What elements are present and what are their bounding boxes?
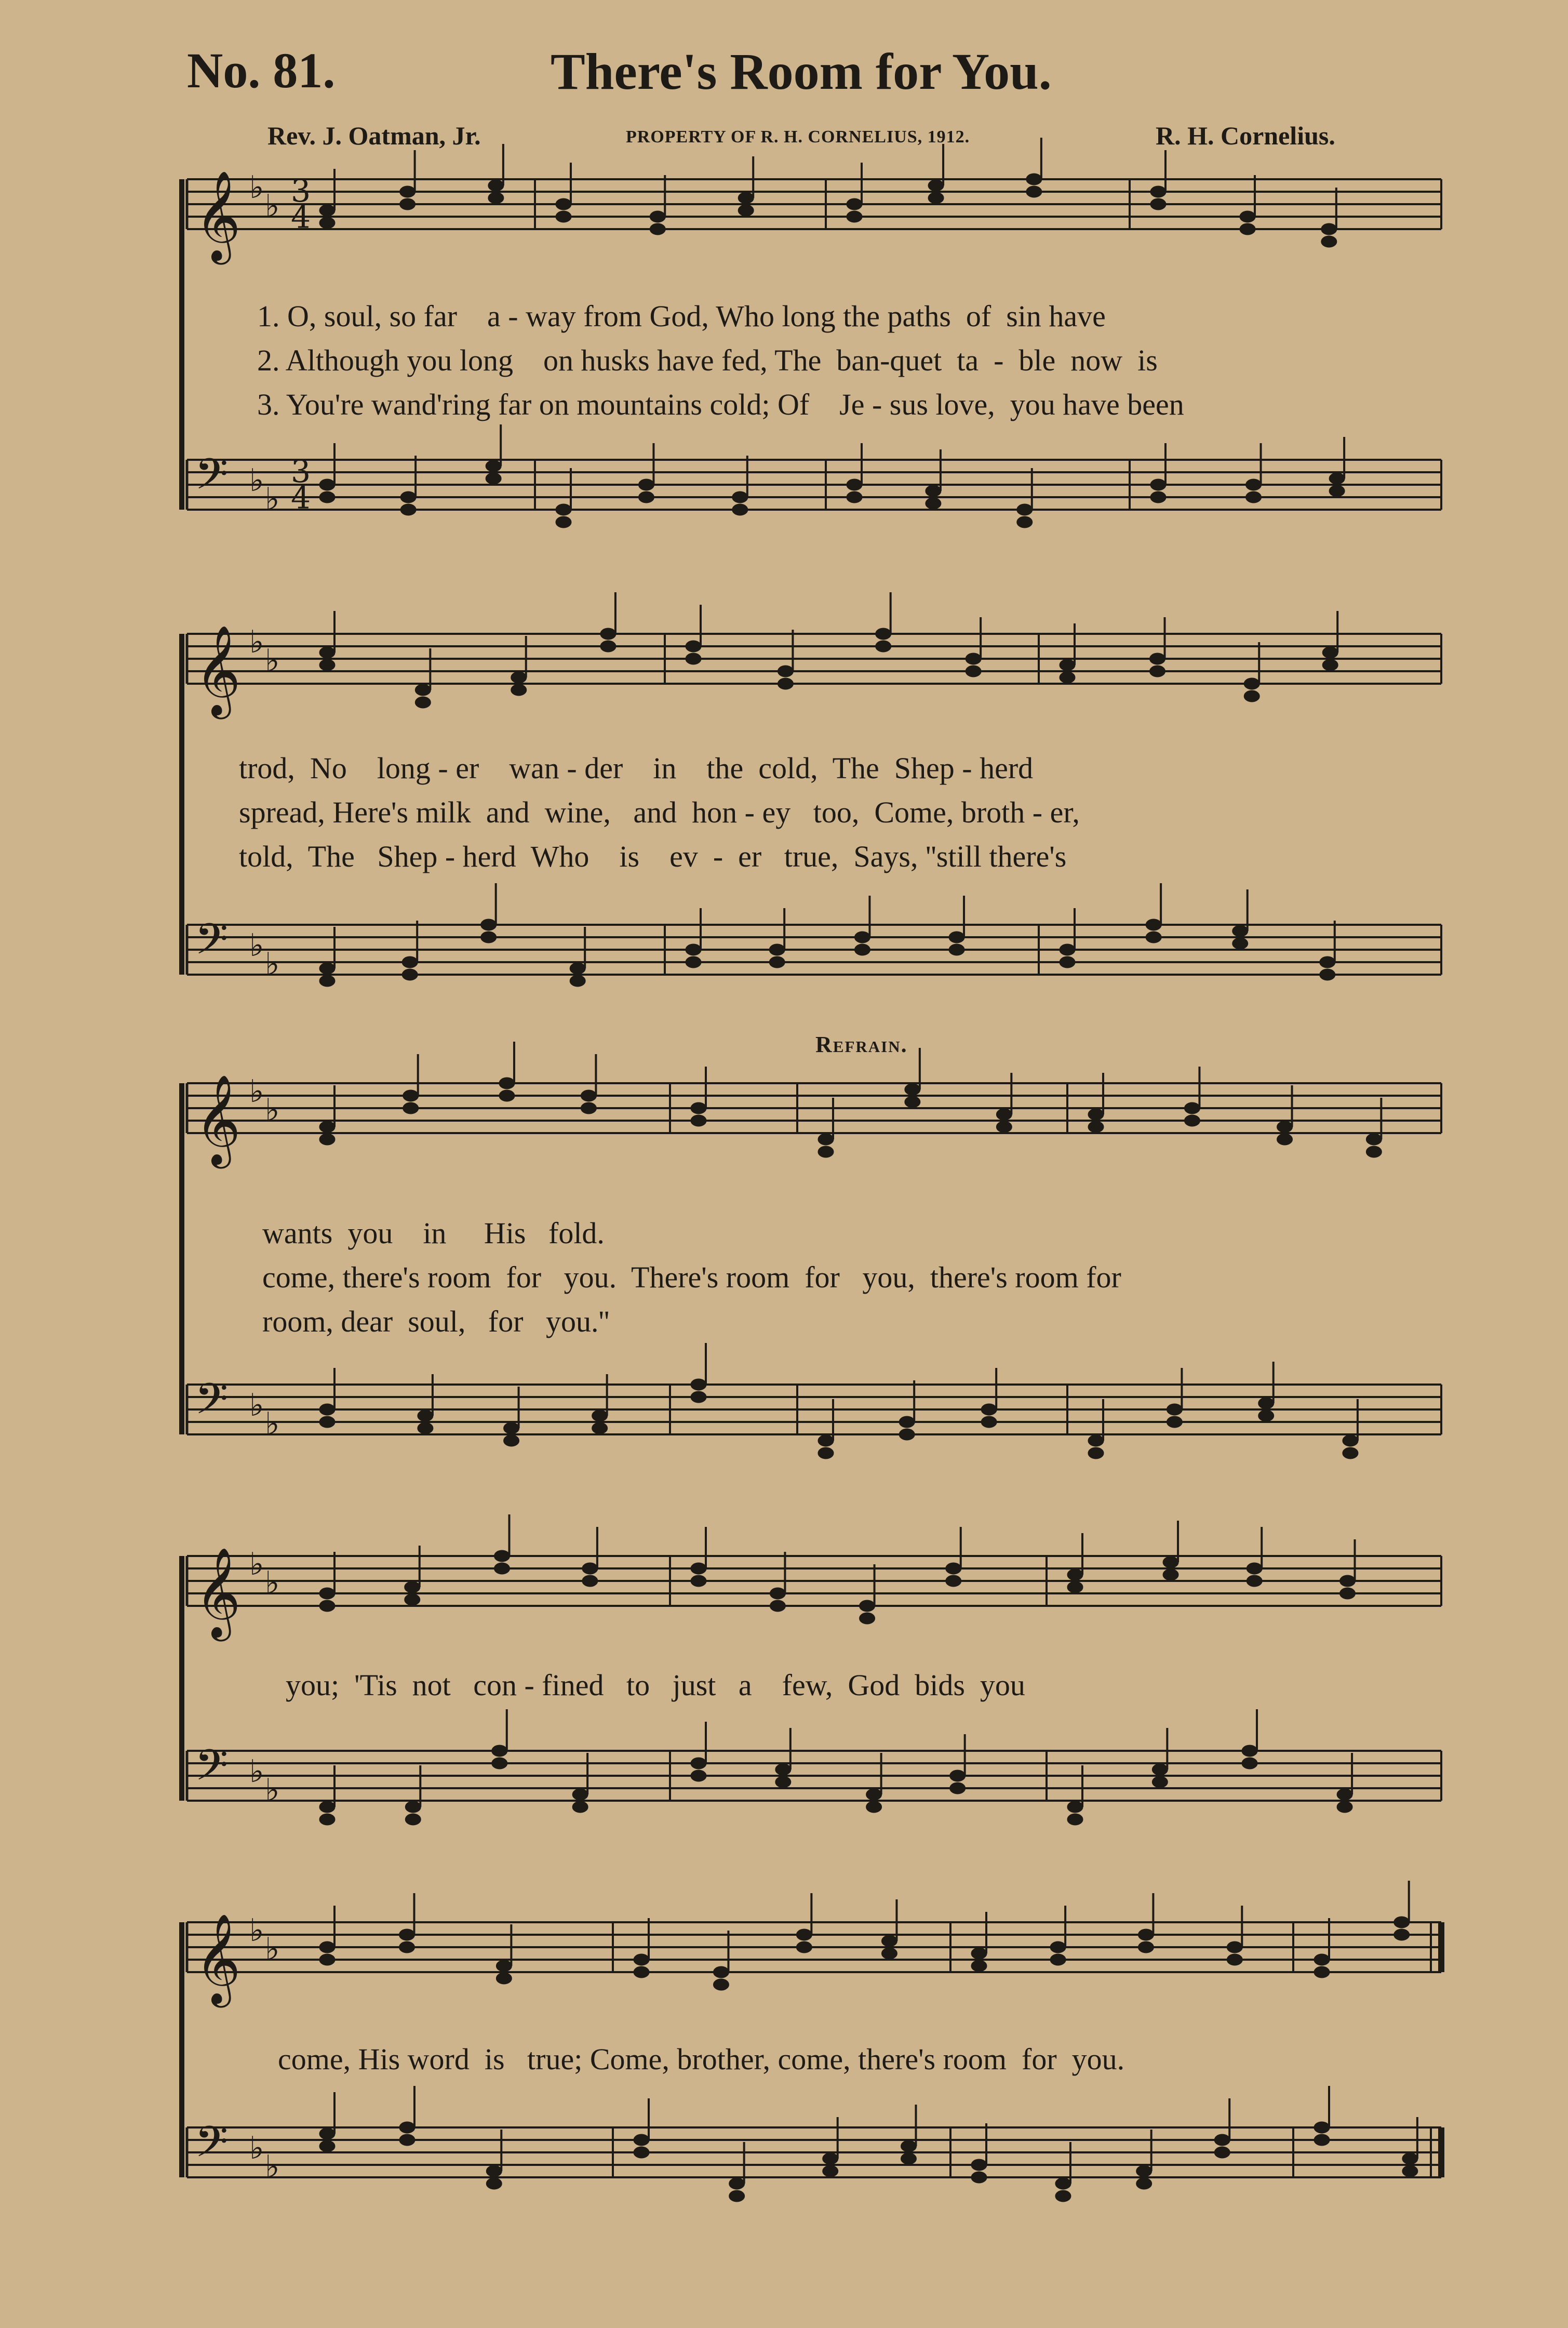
svg-text:♭: ♭ <box>249 624 264 660</box>
lyricist-credit: Rev. J. Oatman, Jr. <box>267 121 481 150</box>
svg-text:♭: ♭ <box>249 1073 264 1110</box>
svg-text:♭: ♭ <box>249 169 264 206</box>
svg-text:4: 4 <box>291 480 311 516</box>
svg-text:4: 4 <box>291 199 311 236</box>
svg-text:♭: ♭ <box>265 1772 280 1808</box>
refrain-line2: come, His word is true; Come, brother, come, there's room for you. <box>278 2042 1125 2076</box>
verse2-line3: come, there's room for you. There's room for you, there's room for <box>262 1260 1121 1294</box>
svg-text:♭: ♭ <box>265 2149 280 2185</box>
composer-credit: R. H. Cornelius. <box>1156 121 1335 150</box>
verse1-line1: 1. O, soul, so far a - way from God, Who long the paths of sin have <box>257 299 1106 333</box>
verse3-line3: room, dear soul, for you.'' <box>262 1305 610 1338</box>
svg-text:♭: ♭ <box>249 1387 264 1424</box>
svg-text:𝄢: 𝄢 <box>195 914 229 975</box>
svg-text:𝄢: 𝄢 <box>195 2117 229 2177</box>
svg-text:3: 3 <box>291 173 311 210</box>
svg-text:𝄞: 𝄞 <box>195 1913 241 2004</box>
hymn-number: No. 81. <box>187 43 336 98</box>
svg-text:♭: ♭ <box>265 1565 280 1601</box>
svg-text:𝄞: 𝄞 <box>195 625 241 715</box>
svg-text:♭: ♭ <box>265 946 280 982</box>
refrain-line1: you; 'Tis not con - fined to just a few, God bids you <box>286 1668 1025 1702</box>
svg-text:𝄞: 𝄞 <box>195 1547 241 1638</box>
svg-text:𝄢: 𝄢 <box>195 1740 229 1801</box>
verse1-line2: trod, No long - er wan - der in the cold, The Shep - herd <box>239 751 1034 785</box>
verse2-line1: 2. Although you long on husks have fed, The ban-quet ta - ble now is <box>257 343 1158 377</box>
svg-text:♭: ♭ <box>265 1406 280 1442</box>
svg-text:3: 3 <box>291 454 311 490</box>
svg-text:♭: ♭ <box>249 2130 264 2166</box>
svg-text:♭: ♭ <box>249 462 264 499</box>
svg-text:♭: ♭ <box>249 1546 264 1582</box>
svg-text:♭: ♭ <box>265 1931 280 1967</box>
svg-text:♭: ♭ <box>249 1912 264 1949</box>
svg-text:♭: ♭ <box>265 188 280 224</box>
svg-text:♭: ♭ <box>265 481 280 517</box>
svg-text:𝄢: 𝄢 <box>195 449 229 510</box>
svg-text:♭: ♭ <box>249 1753 264 1790</box>
verse1-line3: wants you in His fold. <box>262 1216 605 1250</box>
hymn-title: There's Room for You. <box>551 43 1052 100</box>
svg-text:♭: ♭ <box>265 643 280 679</box>
svg-text:𝄞: 𝄞 <box>195 170 241 261</box>
svg-text:𝄞: 𝄞 <box>195 1074 241 1165</box>
svg-text:♭: ♭ <box>265 1092 280 1128</box>
copyright-notice: PROPERTY OF R. H. CORNELIUS, 1912. <box>626 127 970 147</box>
verse3-line1: 3. You're wand'ring far on mountains cold; Of Je - sus love, you have been <box>257 388 1184 421</box>
verse3-line2: told, The Shep - herd Who is ev - er true, Says, ''still there's <box>239 840 1067 873</box>
svg-text:𝄢: 𝄢 <box>195 1374 229 1434</box>
refrain-label: Refrain. <box>815 1032 908 1057</box>
verse2-line2: spread, Here's milk and wine, and hon - ey too, Come, broth - er, <box>239 795 1080 829</box>
svg-text:♭: ♭ <box>249 927 264 964</box>
